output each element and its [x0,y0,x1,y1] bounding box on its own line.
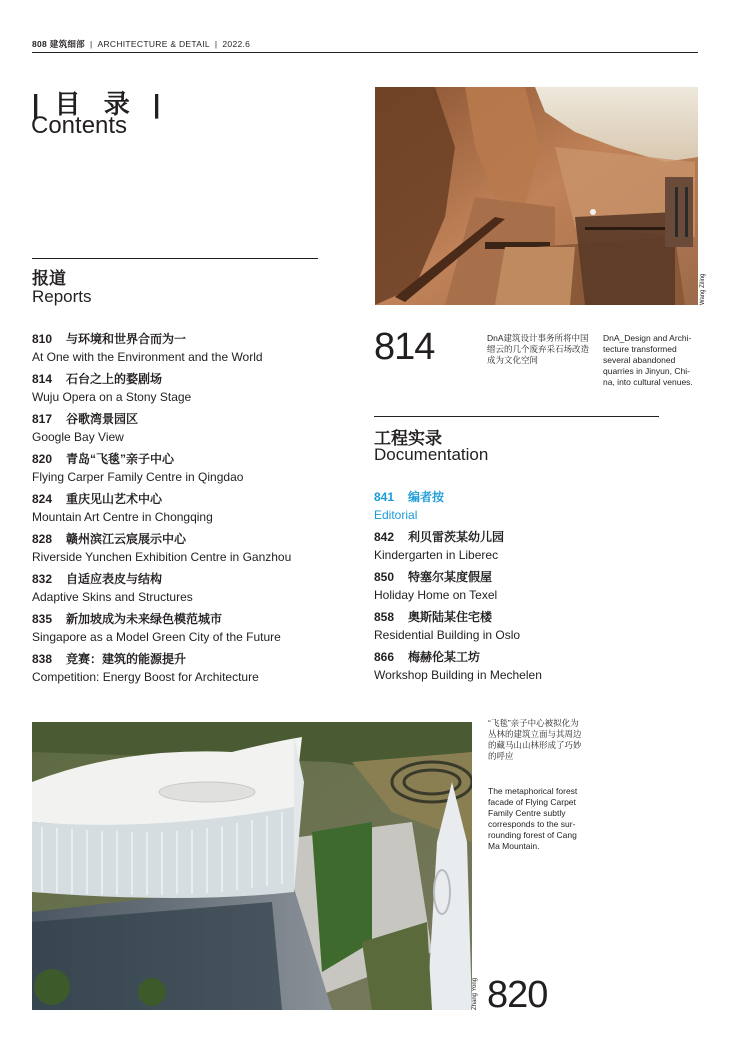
reports-rule [32,258,318,259]
page-title-zh: | 目 录 | [32,89,161,119]
caption-820-zh: “飞毯”亲子中心被拟化为丛林的建筑立面与其周边的藏马山山林形成了巧妙的呼应 [488,718,582,761]
toc-entry[interactable]: 817 谷歌湾景园区 Google Bay View [32,412,139,444]
magazine-name-en: ARCHITECTURE & DETAIL [97,39,210,49]
reports-heading-en: Reports [32,287,92,306]
feature-number-814: 814 [374,326,435,368]
reports-list [32,331,291,691]
caption-814-zh: DnA建筑设计事务所将中国缙云的几个废弃采石场改造成为文化空间 [487,333,590,365]
documentation-list [374,489,542,689]
toc-entry[interactable]: 835 新加坡成为未来绿色模范城市 Singapore as a Model Green City of the Future [32,612,281,644]
toc-entry[interactable]: 814 石台之上的婺剧场 Wuju Opera on a Stony Stage [32,372,192,404]
toc-entry[interactable]: 838 竞赛：建筑的能源提升 Competition: Energy Boost for Architecture [32,652,259,684]
page-number: 808 [32,39,48,49]
reports-heading-zh: 报道 [32,269,66,288]
documentation-heading-en: Documentation [374,445,489,464]
toc-entry[interactable]: 850 特塞尔某度假屋 Holiday Home on Texel [374,570,498,602]
toc-entry[interactable]: 832 自适应表皮与结构 Adaptive Skins and Structures [32,572,193,604]
issue-date: 2022.6 [222,39,251,49]
running-header: 808 建筑细部 | ARCHITECTURE & DETAIL | 2022.6 [32,39,251,49]
page-title-en: Contents [31,112,128,139]
toc-entry[interactable]: 858 奥斯陆某住宅楼 Residential Building in Oslo [374,610,521,642]
toc-entry[interactable]: 866 梅赫伦某工坊 Workshop Building in Mechelen [374,650,542,682]
documentation-heading-zh: 工程实录 [374,429,442,448]
magazine-name-zh: 建筑细部 [49,39,85,49]
caption-814-en: DnA_Design and Archi-tecture transformed several abandoned quarries in Jinyun, Chi-na, into cultural venues. [603,333,693,387]
quarry-theatre-photo [375,87,698,305]
header-rule [32,52,698,53]
toc-entry[interactable]: 810 与环境和世界合而为一 At One with the Environment and the World [32,332,263,364]
family-centre-photo [32,722,472,1010]
documentation-rule [374,416,659,417]
feature-number-820: 820 [487,974,548,1016]
photo-credit-814: Wang Ziling [700,273,706,305]
toc-entry[interactable]: 842 利贝雷茨某幼儿园 Kindergarten in Liberec [374,530,505,562]
toc-entry[interactable]: 828 赣州滨江云宸展示中心 Riverside Yunchen Exhibition Centre in Ganzhou [32,532,292,564]
toc-entry[interactable]: 824 重庆见山艺术中心 Mountain Art Centre in Chongqing [32,492,213,524]
photo-credit-820: Zhang Yong [472,977,478,1010]
toc-entry-editorial[interactable]: 841 编者按 Editorial [374,490,445,522]
caption-820-en: The metaphorical forest facade of Flying Carpet Family Centre subtly corresponds to the sur-rounding forest of Cang Ma Mountain. [488,786,578,851]
toc-entry[interactable]: 820 青岛“飞毯”亲子中心 Flying Carper Family Centre in Qingdao [32,452,244,484]
